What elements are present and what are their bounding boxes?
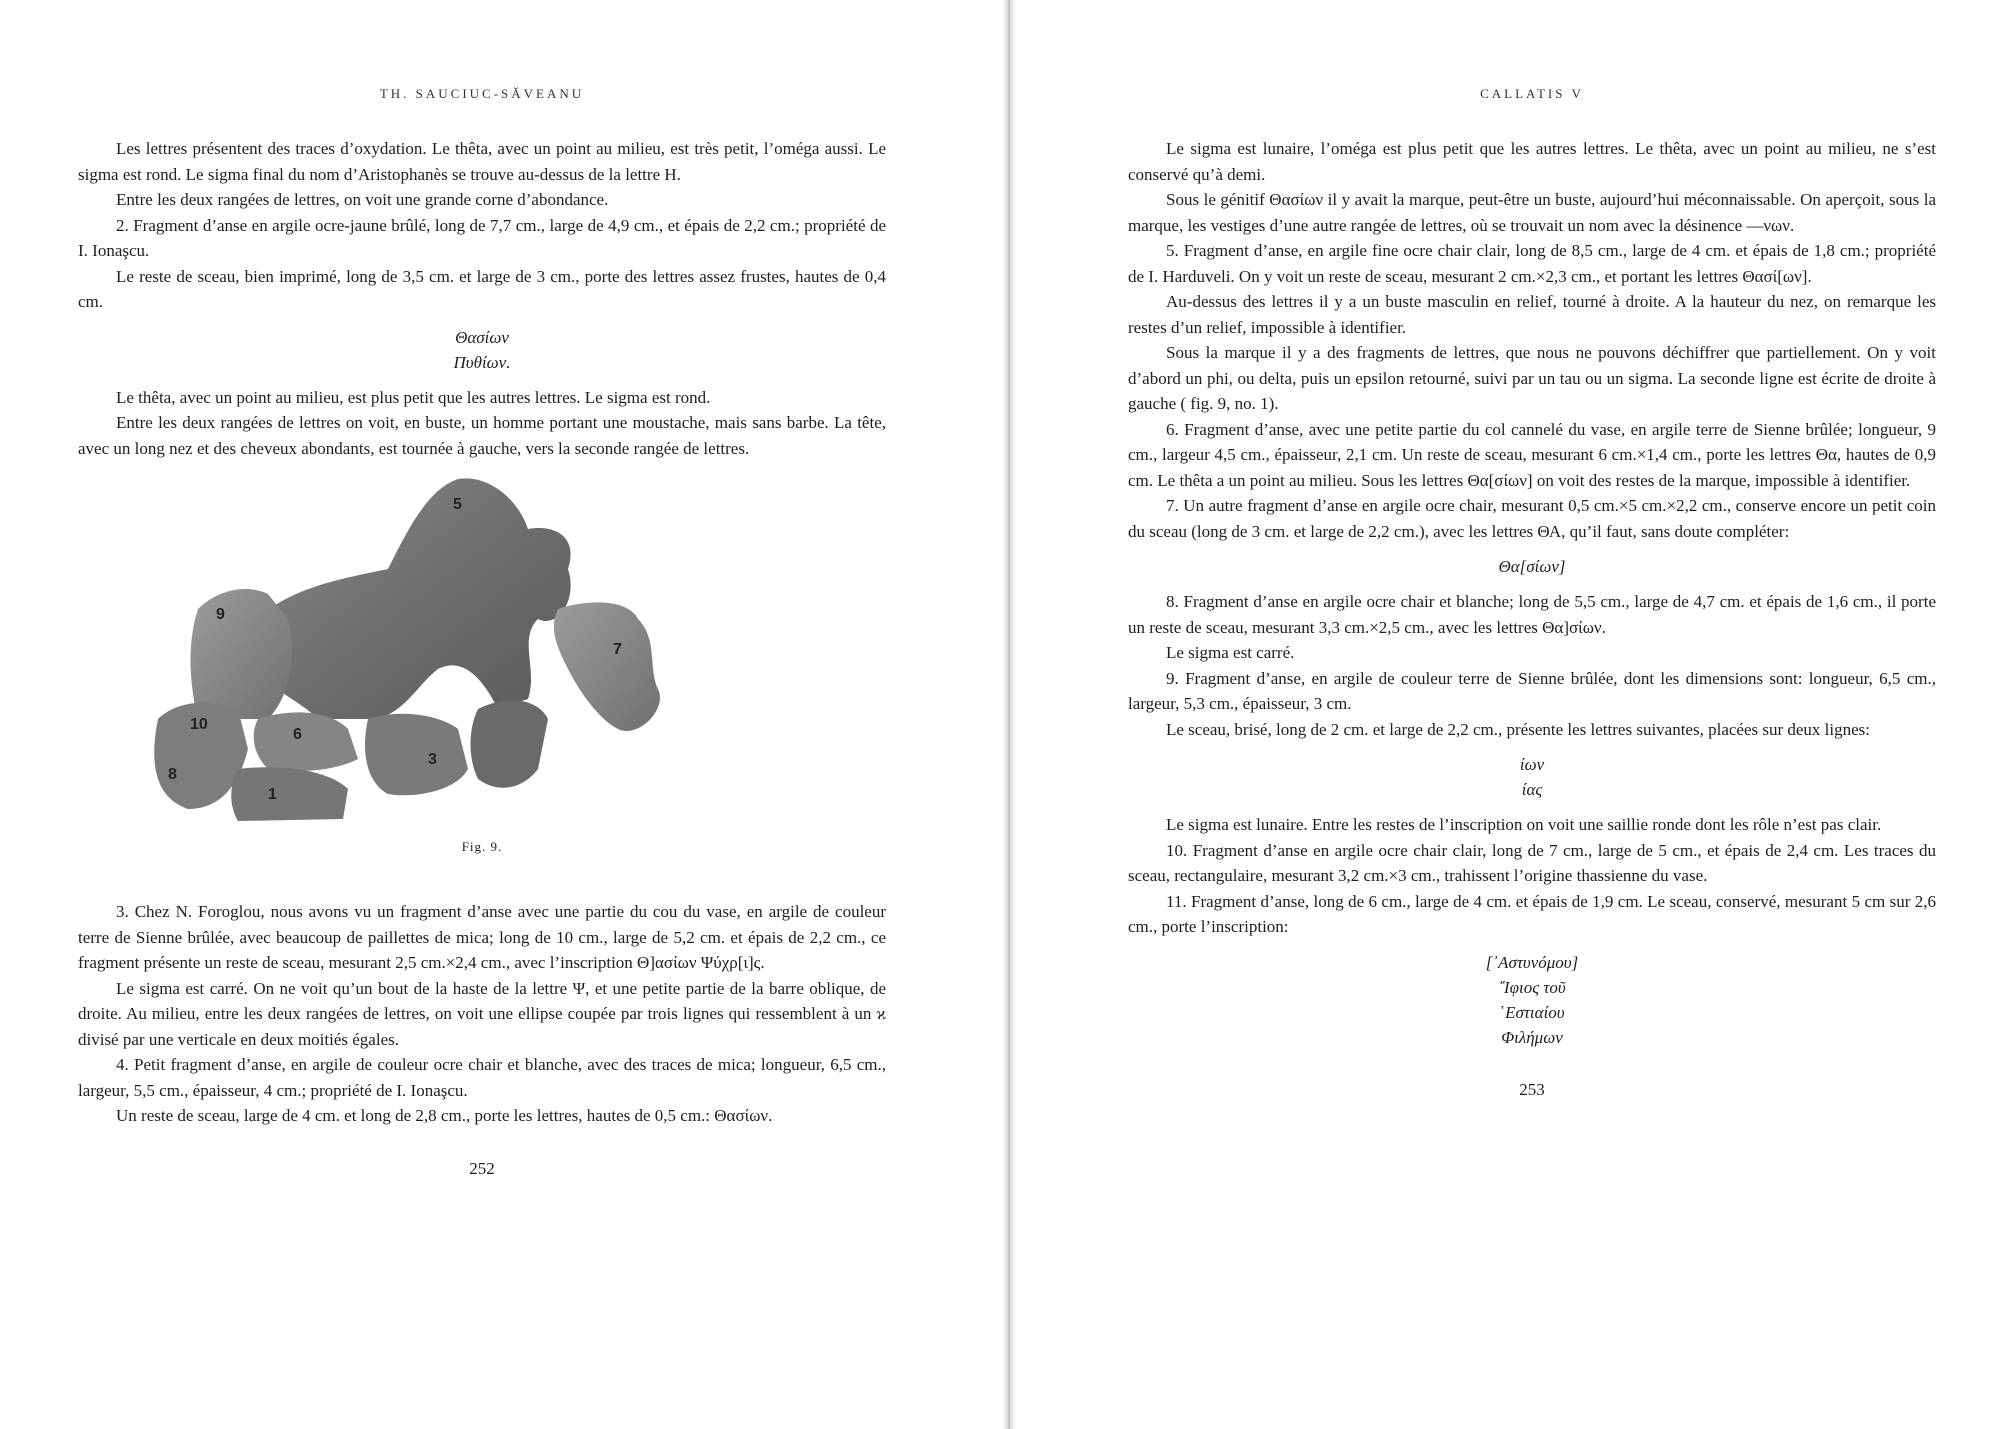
paragraph: Le sigma est carré. (1166, 643, 1295, 662)
fragment-label: 5 (453, 496, 462, 513)
paragraph: 3. Chez N. Foroglou, nous avons vu un fragment d’anse avec une partie du cou du vase, en argile de couleur terre de Sienne brûlée, avec beaucoup de paillettes de mica; long de 10 cm., large de 5,2 cm. et épais de 2,2 cm., ce fragment présente un reste de sceau, mesurant 2,5 cm.×2,4 cm., avec l’inscription Θ]ασίων Ψύχρ[ι]ς. (78, 902, 886, 972)
paragraph: Entre les deux rangées de lettres, on voit une grande corne d’abondance. (116, 190, 609, 209)
paragraph: 11. Fragment d’anse, long de 6 cm., large de 4 cm. et épais de 1,9 cm. Le sceau, conservé, mesurant 5 cm sur 2,6 cm., porte l’inscription: (1128, 891, 1936, 936)
fragment-9 (191, 589, 292, 719)
paragraph: Sous la marque il y a des fragments de lettres, que nous ne pouvons déchiffrer que partiellement. On y voit d’abord un phi, ou delta, puis un epsilon retourné, suivi par un tau ou un sigma. La seconde ligne est écrite de droite à gauche ( fig. 9, no. 1). (1128, 343, 1936, 413)
fragment-label: 1 (268, 786, 277, 803)
paragraph: Le sigma est lunaire, l’oméga est plus petit que les autres lettres. Le thêta, avec un point au milieu, ne s’est conservé qu’à demi. (1128, 139, 1936, 184)
page-number-left: 252 (469, 1158, 495, 1178)
fragment-8 (471, 700, 549, 787)
fragment-label: 3 (428, 751, 437, 768)
amphora-fragments-photo (138, 469, 778, 829)
paragraph: Le reste de sceau, bien imprimé, long de 3,5 cm. et large de 3 cm., porte des lettres assez frustes, hautes de 0,4 cm. (78, 266, 886, 311)
paragraph: Les lettres présentent des traces d’oxydation. Le thêta, avec un point au milieu, est très petit, l’oméga aussi. Le sigma est rond. Le sigma final du nom d’Aristophanès se trouve au-dessus de la lettre H. (78, 139, 886, 184)
greek-inscription (1128, 950, 1936, 1050)
fragment-3 (365, 714, 468, 795)
greek-line: Θασίων (455, 327, 509, 347)
fragment-6 (254, 712, 358, 771)
right-page (1128, 0, 1936, 1429)
greek-line: ίων (1519, 755, 1545, 774)
running-head-right: CALLATIS V (1480, 86, 1584, 101)
fragment-label: 6 (293, 726, 302, 743)
greek-line: Θα[σίων] (1498, 557, 1566, 576)
greek-inscription (78, 325, 886, 375)
paragraph: Sous le génitif Θασίων il y avait la marque, peut-être un buste, aujourd’hui méconnaissable. On aperçoit, sous la marque, les vestiges d’une autre rangée de lettres, où se trouvait un nom avec la désinence —νων. (1128, 190, 1936, 235)
fragment-5 (258, 478, 571, 719)
greek-line: ῾Εστιαίου (1499, 1002, 1565, 1022)
paragraph: Le thêta, avec un point au milieu, est plus petit que les autres lettres. Le sigma est rond. (116, 387, 711, 407)
greek-line: Πυθίων. (453, 352, 511, 372)
paragraph: 9. Fragment d’anse, en argile de couleur terre de Sienne brûlée, dont les dimensions sont: longueur, 6,5 cm., largeur, 5,3 cm., épaisseur, 3 cm. (1128, 668, 1936, 713)
paragraph: 10. Fragment d’anse en argile ocre chair clair, long de 7 cm., large de 5 cm., et épais de 2,4 cm. Les traces du sceau, rectangulaire, mesurant 3,2 cm.×3 cm., trahissent l’origine thassienne du vase. (1128, 840, 1936, 885)
greek-inscription (1128, 554, 1936, 579)
paragraph: Au-dessus des lettres il y a un buste masculin en relief, tourné à droite. A la hauteur du nez, on remarque les restes d’un relief, impossible à identifier. (1128, 292, 1936, 337)
paragraph: Un reste de sceau, large de 4 cm. et long de 2,8 cm., porte les lettres, hautes de 0,5 cm.: Θασίων. (116, 1106, 773, 1125)
book-gutter (1002, 0, 1016, 1429)
greek-inscription (1128, 752, 1936, 802)
fragment-label: 9 (216, 606, 225, 623)
figure-caption: Fig. 9. (461, 839, 503, 854)
running-head-left: TH. SAUCIUC-SĂVEANU (379, 86, 585, 101)
paragraph: 7. Un autre fragment d’anse en argile ocre chair, mesurant 0,5 cm.×5 cm.×2,2 cm., conserve encore un petit coin du sceau (long de 3 cm. et large de 2,2 cm.), avec les lettres ΘΑ, qu’il faut, sans doute compléter: (1128, 496, 1936, 541)
greek-line: Φιλήμων (1501, 1027, 1563, 1047)
paragraph: Le sceau, brisé, long de 2 cm. et large de 2,2 cm., présente les lettres suivantes, placées sur deux lignes: (1166, 719, 1871, 739)
fragment-label: 8 (168, 766, 177, 783)
paragraph: 5. Fragment d’anse, en argile fine ocre chair clair, long de 8,5 cm., large de 4 cm. et épais de 1,8 cm.; propriété de I. Harduveli. On y voit un reste de sceau, mesurant 2 cm.×2,3 cm., et portant les lettres Θασί[ων]. (1128, 241, 1936, 286)
page-number-right: 253 (1519, 1079, 1545, 1099)
greek-line: ῎Ιφιος τοῦ (1498, 977, 1566, 997)
greek-line: [᾿Αστυνόμου] (1485, 952, 1579, 972)
paragraph: Entre les deux rangées de lettres on voit, en buste, un homme portant une moustache, mais sans barbe. La tête, avec un long nez et des cheveux abondants, est tournée à gauche, vers la seconde rangée de lettres. (78, 413, 886, 458)
fragment-1 (231, 767, 348, 821)
paragraph: Le sigma est lunaire. Entre les restes de l’inscription on voit une saillie ronde dont les rôle n’est pas clair. (1166, 815, 1882, 834)
paragraph: Le sigma est carré. On ne voit qu’un bout de la haste de la lettre Ψ, et une petite partie de la barre oblique, de droite. Au milieu, entre les deux rangées de lettres, on voit une ellipse coupée par trois lignes qui ressemblent à un ϰ divisé par une verticale en deux moitiés égales. (78, 978, 886, 1049)
paragraph: 6. Fragment d’anse, avec une petite partie du col cannelé du vase, en argile terre de Sienne brûlée; longueur, 9 cm., largeur 4,5 cm., épaisseur, 2,1 cm. Un reste de sceau, mesurant 6 cm.×1,4 cm., porte les lettres Θα, hautes de 0,9 cm. Le thêta a un point au milieu. Sous les lettres Θα[σίων] on voit des restes de la marque, impossible à identifier. (1128, 419, 1936, 490)
greek-line: ίας (1521, 780, 1543, 799)
paragraph: 2. Fragment d’anse en argile ocre-jaune brûlé, long de 7,7 cm., large de 4,9 cm., et épais de 2,2 cm.; propriété de I. Ionaşcu. (78, 215, 886, 260)
left-page (78, 0, 886, 1429)
fragment-7 (554, 602, 660, 731)
fragment-label: 7 (613, 641, 622, 658)
paragraph: 8. Fragment d’anse en argile ocre chair et blanche; long de 5,5 cm., large de 4,7 cm. et épais de 1,6 cm., il porte un reste de sceau, mesurant 3,3 cm.×2,5 cm., avec les lettres Θα]σίων. (1128, 592, 1936, 637)
fragment-label: 10 (190, 716, 208, 733)
paragraph: 4. Petit fragment d’anse, en argile de couleur ocre chair et blanche, avec des traces de mica; longueur, 6,5 cm., largeur, 5,5 cm., épaisseur, 4 cm.; propriété de I. Ionaşcu. (78, 1055, 886, 1100)
figure-9 (78, 469, 886, 899)
